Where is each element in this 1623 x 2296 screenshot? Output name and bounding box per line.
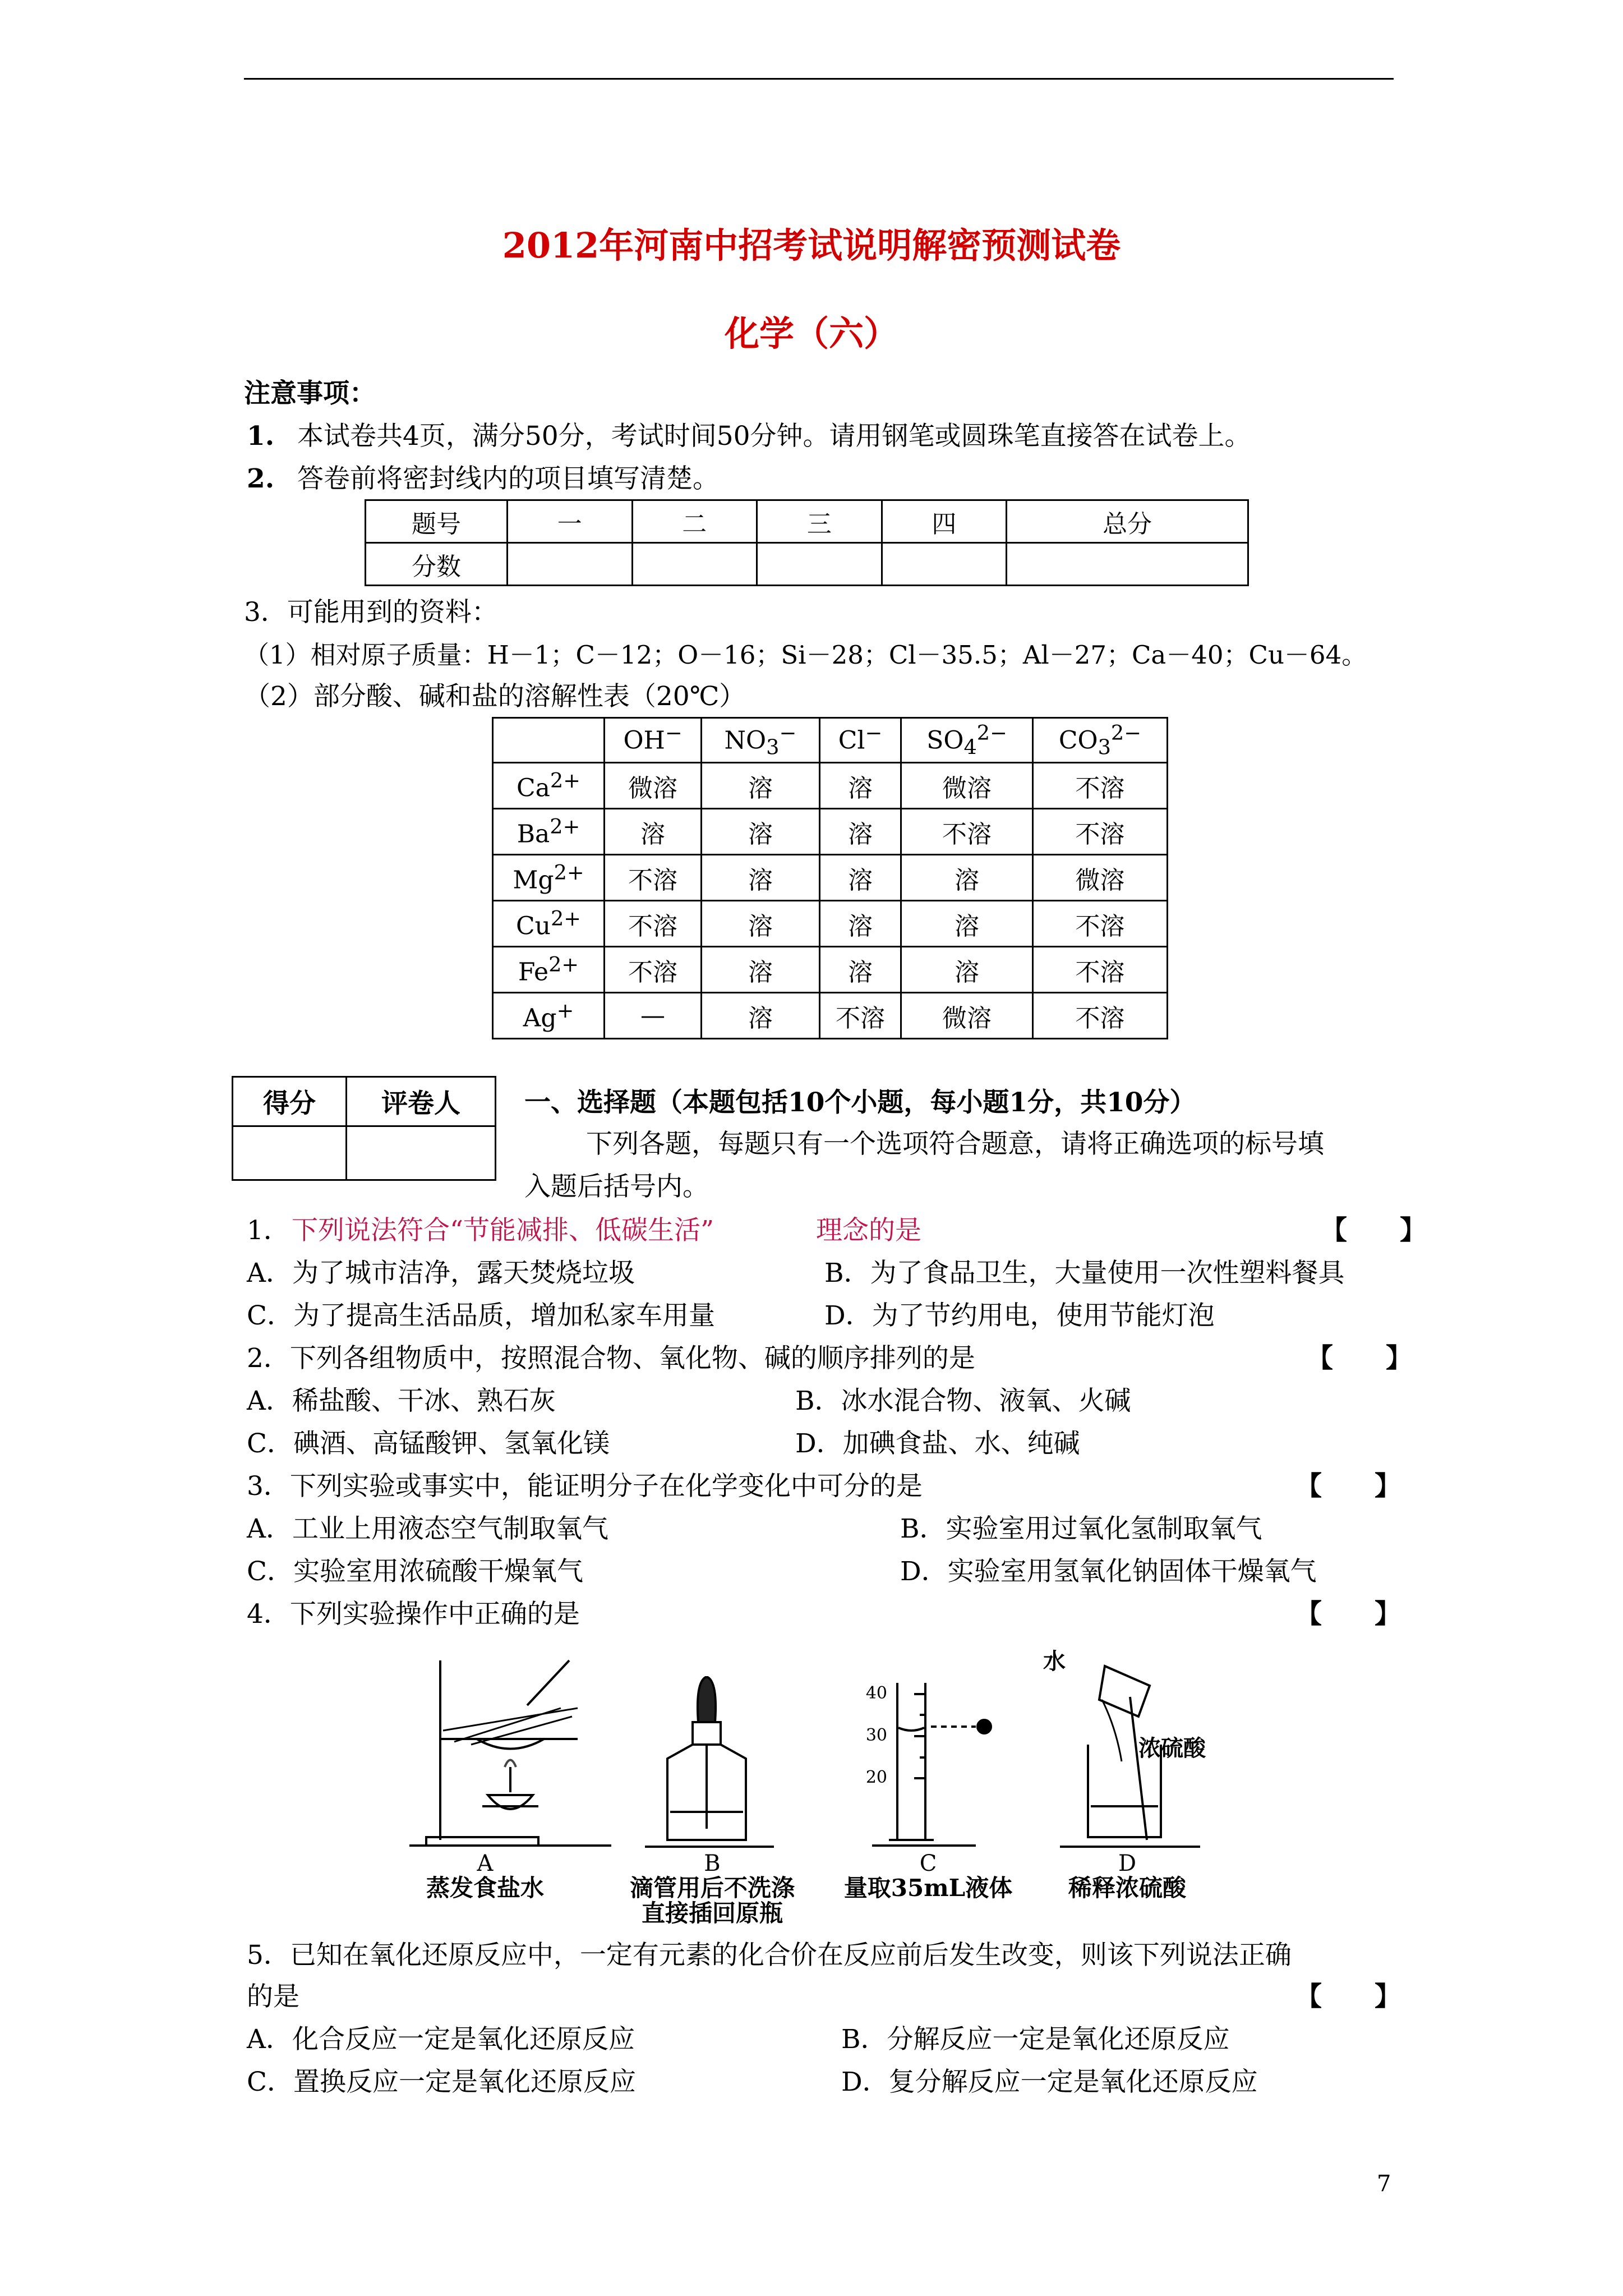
evaporation-apparatus-icon: [409, 1660, 611, 1846]
score-header: 一: [508, 500, 633, 543]
page-title: 2012年河南中招考试说明解密预测试卷: [502, 225, 1121, 266]
q5-stem: 5．已知在氧化还原反应中，一定有元素的化合价在反应前后发生改变，则该下列说法正确: [247, 1940, 1292, 1971]
sol-cell: 溶: [901, 901, 1033, 947]
fig-b-caption-2: 直接插回原瓶: [641, 1899, 783, 1924]
note-3b: （2）部分酸、碱和盐的溶解性表（20℃）: [244, 681, 746, 712]
sol-cell: 不溶: [819, 993, 901, 1039]
sol-col-header: $SO_4^{2-}$: [901, 718, 1033, 763]
score-header: 三: [757, 500, 882, 543]
section1-title: 一、选择题（本题包括10个小题，每小题1分，共10分）: [524, 1087, 1196, 1118]
sol-cell: —: [605, 993, 702, 1039]
score-header: 二: [632, 500, 757, 543]
score-header: 四: [882, 500, 1007, 543]
d-acid-label: 浓硫酸: [1138, 1735, 1206, 1761]
fig-a-letter: A: [477, 1851, 494, 1876]
q4-stem: 4．下列实验操作中正确的是: [247, 1599, 580, 1630]
d-water-label: 水: [1043, 1648, 1066, 1674]
score-header: 总分: [1007, 500, 1248, 543]
sol-cell: 不溶: [605, 901, 702, 947]
q4-lab-figure: [393, 1644, 1245, 1924]
sol-cell: 溶: [819, 855, 901, 901]
q5-stem-cont: 的是: [247, 1981, 299, 2012]
score-row-label: 分数: [366, 543, 508, 586]
q1-option-c: C．为了提高生活品质，增加私家车用量: [247, 1300, 715, 1331]
sol-cell: 微溶: [901, 993, 1033, 1039]
q4-answer-bracket[interactable]: 【 】: [1295, 1599, 1401, 1630]
sol-cell: 不溶: [1032, 901, 1167, 947]
q3-option-a: A．工业上用液态空气制取氧气: [247, 1513, 608, 1544]
sol-row-header: $Ca^{2+}$: [493, 763, 605, 809]
sol-cell: 溶: [702, 901, 820, 947]
solubility-table: [492, 717, 1168, 1039]
q2-option-b: B．冰水混合物、液氧、火碱: [795, 1386, 1131, 1416]
q5-option-b: B．分解反应一定是氧化还原反应: [841, 2024, 1230, 2055]
section1-instruction: 下列各题，每题只有一个选项符合题意，请将正确选项的标号填: [586, 1129, 1324, 1159]
fig-c-letter: C: [919, 1851, 937, 1876]
sol-col-header: $NO_3^-$: [702, 718, 820, 763]
score-cell[interactable]: [1007, 543, 1248, 586]
sol-cell: 溶: [702, 763, 820, 809]
sol-cell: 溶: [605, 809, 702, 855]
sol-cell: 溶: [819, 901, 901, 947]
note-2-number: 2.: [247, 463, 275, 494]
grader-name-label: 评卷人: [347, 1077, 496, 1126]
sol-cell: 微溶: [901, 763, 1033, 809]
grader-name-cell[interactable]: [347, 1126, 496, 1180]
q1-option-a: A．为了城市洁净，露天焚烧垃圾: [247, 1258, 635, 1289]
sol-row-header: $Fe^{2+}$: [493, 947, 605, 993]
q5-option-c: C．置换反应一定是氧化还原反应: [247, 2067, 636, 2097]
cylinder-tick-40: 40: [865, 1683, 887, 1703]
sol-cell: 溶: [702, 947, 820, 993]
sol-cell: 不溶: [901, 809, 1033, 855]
header-rule: [244, 78, 1394, 80]
sol-col-header: OH−: [605, 718, 702, 763]
section1-instruction-cont: 入题后括号内。: [524, 1171, 709, 1202]
q3-stem: 3．下列实验或事实中，能证明分子在化学变化中可分的是: [247, 1471, 923, 1502]
note-1-number: 1.: [247, 421, 275, 452]
sol-cell: 溶: [819, 947, 901, 993]
q2-stem: 2．下列各组物质中，按照混合物、氧化物、碱的顺序排列的是: [247, 1343, 975, 1374]
q2-option-c: C．碘酒、高锰酸钾、氢氧化镁: [247, 1428, 610, 1459]
sol-cell: 不溶: [605, 947, 702, 993]
q1-answer-bracket[interactable]: 【 】: [1321, 1215, 1426, 1246]
q1-stem: 下列说法符合“节能减排、低碳生活”: [292, 1215, 714, 1246]
note-1: 本试卷共4页，满分50分，考试时间50分钟。请用钢笔或圆珠笔直接答在试卷上。: [297, 421, 1251, 452]
sol-cell: 溶: [702, 809, 820, 855]
page-subtitle: 化学（六）: [724, 313, 898, 354]
cylinder-tick-30: 30: [865, 1726, 887, 1745]
sol-cell: 溶: [901, 947, 1033, 993]
fig-d-caption: 稀释浓硫酸: [1068, 1874, 1187, 1902]
fig-b-caption: 滴管用后不洗涤: [629, 1874, 795, 1902]
q5-answer-bracket[interactable]: 【 】: [1295, 1981, 1401, 2012]
note-2: 答卷前将密封线内的项目填写清楚。: [297, 463, 719, 494]
q3-option-d: D．实验室用氢氧化钠固体干燥氧气: [900, 1556, 1317, 1587]
sol-cell: 不溶: [1032, 993, 1167, 1039]
q1-option-b: B．为了食品卫生，大量使用一次性塑料餐具: [824, 1258, 1345, 1289]
sol-cell: 不溶: [1032, 763, 1167, 809]
sol-cell: 不溶: [605, 855, 702, 901]
sol-cell: 溶: [702, 855, 820, 901]
score-table: [365, 499, 1249, 586]
sol-corner: [493, 718, 605, 763]
sol-cell: 不溶: [1032, 809, 1167, 855]
sol-col-header: Cl−: [819, 718, 901, 763]
score-cell[interactable]: [882, 543, 1007, 586]
q1-stem-end: 理念的是: [816, 1215, 921, 1246]
score-cell[interactable]: [757, 543, 882, 586]
grader-score-cell[interactable]: [233, 1126, 347, 1180]
q5-option-d: D．复分解反应一定是氧化还原反应: [841, 2067, 1258, 2097]
sol-cell: 溶: [819, 809, 901, 855]
dropper-bottle-icon: [645, 1677, 774, 1847]
sol-cell: 微溶: [1032, 855, 1167, 901]
sol-row-header: $Cu^{2+}$: [493, 901, 605, 947]
page-number: 7: [1377, 2171, 1391, 2197]
note-3a: （1）相对原子质量：H－1；C－12；O－16；Si－28；Cl－35.5；Al－27；Ca－40；Cu－64。: [244, 640, 1367, 670]
sol-cell: 溶: [819, 763, 901, 809]
q3-option-c: C．实验室用浓硫酸干燥氧气: [247, 1556, 583, 1587]
score-header: 题号: [366, 500, 508, 543]
sol-row-header: $Ba^{2+}$: [493, 809, 605, 855]
sol-row-header: Ag+: [493, 993, 605, 1039]
notes-heading: 注意事项：: [244, 378, 376, 409]
sol-row-header: $Mg^{2+}$: [493, 855, 605, 901]
score-cell[interactable]: [508, 543, 633, 586]
fig-d-letter: D: [1118, 1851, 1137, 1876]
sol-cell: 溶: [901, 855, 1033, 901]
q1-option-d: D．为了节约用电，使用节能灯泡: [824, 1300, 1215, 1331]
q2-option-a: A．稀盐酸、干冰、熟石灰: [247, 1386, 556, 1416]
q3-option-b: B．实验室用过氧化氢制取氧气: [900, 1513, 1262, 1544]
q2-option-d: D．加碘食盐、水、纯碱: [795, 1428, 1080, 1459]
sol-cell: 溶: [702, 993, 820, 1039]
sol-cell: 不溶: [1032, 947, 1167, 993]
fig-c-caption: 量取35mL液体: [843, 1874, 1013, 1902]
cylinder-tick-20: 20: [865, 1768, 887, 1787]
q5-option-a: A．化合反应一定是氧化还原反应: [247, 2024, 635, 2055]
fig-b-letter: B: [704, 1851, 721, 1876]
fig-a-caption: 蒸发食盐水: [426, 1874, 545, 1902]
measuring-cylinder-icon: [872, 1683, 991, 1846]
grader-score-label: 得分: [233, 1077, 347, 1126]
note-3: 3．可能用到的资料：: [244, 597, 498, 628]
sol-cell: 微溶: [605, 763, 702, 809]
q3-answer-bracket[interactable]: 【 】: [1295, 1471, 1401, 1502]
score-cell[interactable]: [632, 543, 757, 586]
q1-number: 1．: [247, 1215, 290, 1246]
grader-table: [232, 1076, 496, 1181]
sol-col-header: $CO_3^{2-}$: [1032, 718, 1167, 763]
q2-answer-bracket[interactable]: 【 】: [1307, 1343, 1412, 1374]
